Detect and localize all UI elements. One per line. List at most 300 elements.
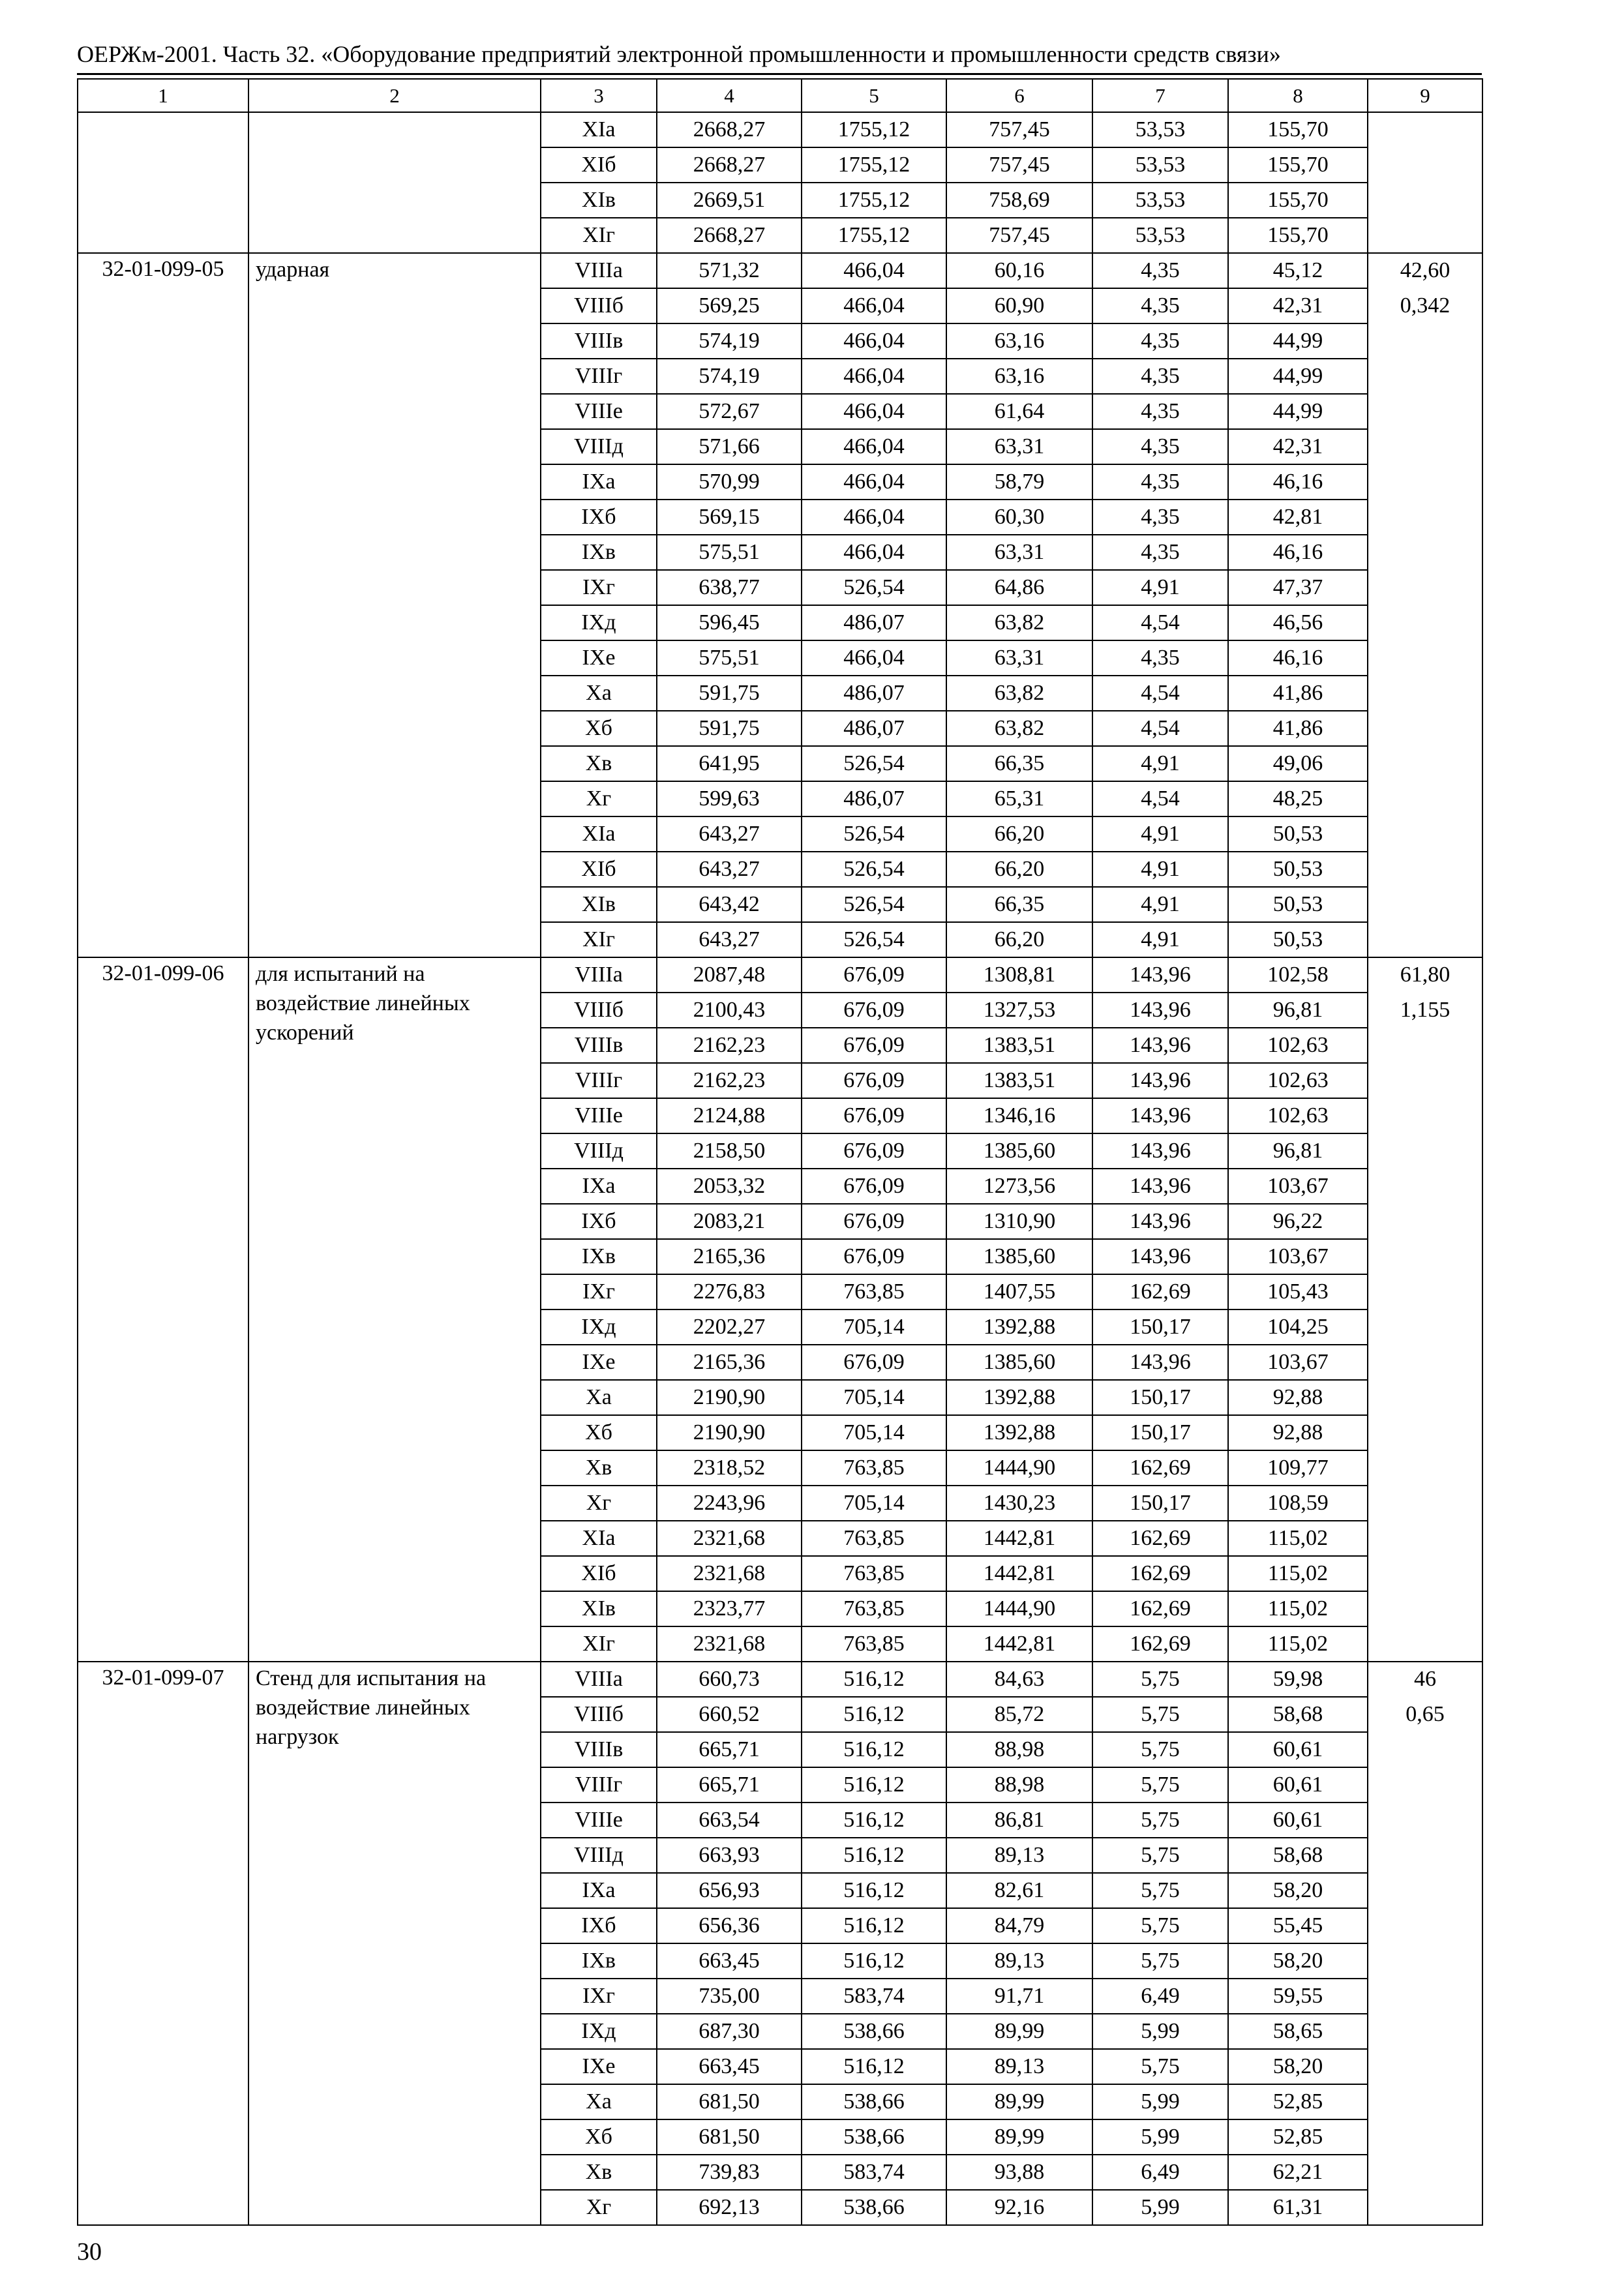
machine-wage-cell: 4,35 xyxy=(1092,253,1228,288)
zone-cell: Xа xyxy=(541,676,657,711)
code-cell xyxy=(78,112,248,253)
total-cost-cell: 656,36 xyxy=(657,1908,802,1943)
zone-cell: VIIIд xyxy=(541,1838,657,1873)
column-number-cell: 7 xyxy=(1092,79,1228,112)
mass-cell xyxy=(1368,253,1482,957)
machine-cell: 1407,55 xyxy=(946,1274,1092,1309)
wage-cell: 705,14 xyxy=(802,1309,946,1345)
machine-cell: 89,99 xyxy=(946,2014,1092,2049)
machine-cell: 84,63 xyxy=(946,1662,1092,1697)
machine-wage-cell: 143,96 xyxy=(1092,1239,1228,1274)
zone-cell: XIа xyxy=(541,816,657,852)
machine-cell: 63,31 xyxy=(946,429,1092,464)
machine-cell: 89,99 xyxy=(946,2119,1092,2155)
total-cost-cell: 591,75 xyxy=(657,676,802,711)
mass-cell xyxy=(1368,957,1482,1662)
materials-cell: 46,16 xyxy=(1228,464,1368,500)
machine-cell: 64,86 xyxy=(946,570,1092,605)
zone-cell: IXа xyxy=(541,464,657,500)
machine-cell: 1383,51 xyxy=(946,1063,1092,1098)
zone-cell: Xб xyxy=(541,1415,657,1450)
machine-wage-cell: 143,96 xyxy=(1092,993,1228,1028)
zone-cell: Xг xyxy=(541,1486,657,1521)
zone-cell: IXв xyxy=(541,1239,657,1274)
total-cost-cell: 591,75 xyxy=(657,711,802,746)
table-body xyxy=(78,79,1482,2225)
zone-cell: VIIIе xyxy=(541,394,657,429)
wage-cell: 526,54 xyxy=(802,746,946,781)
zone-cell: VIIIв xyxy=(541,323,657,359)
materials-cell: 41,86 xyxy=(1228,711,1368,746)
machine-wage-cell: 4,54 xyxy=(1092,781,1228,816)
machine-wage-cell: 162,69 xyxy=(1092,1450,1228,1486)
machine-wage-cell: 5,99 xyxy=(1092,2119,1228,2155)
zone-cell: IXе xyxy=(541,2049,657,2084)
mass-value: 0,342 xyxy=(1400,293,1451,318)
wage-cell: 486,07 xyxy=(802,781,946,816)
total-cost-cell: 570,99 xyxy=(657,464,802,500)
machine-wage-cell: 162,69 xyxy=(1092,1521,1228,1556)
materials-cell: 52,85 xyxy=(1228,2084,1368,2119)
machine-cell: 66,20 xyxy=(946,922,1092,957)
total-cost-cell: 2190,90 xyxy=(657,1415,802,1450)
machine-cell: 89,13 xyxy=(946,2049,1092,2084)
materials-cell: 92,88 xyxy=(1228,1415,1368,1450)
wage-cell: 1755,12 xyxy=(802,218,946,253)
mass-value: 0,65 xyxy=(1406,1702,1445,1726)
machine-cell: 1385,60 xyxy=(946,1345,1092,1380)
zone-cell: IXг xyxy=(541,1979,657,2014)
zone-cell: IXг xyxy=(541,1274,657,1309)
zone-cell: VIIIв xyxy=(541,1732,657,1767)
name-cell xyxy=(248,112,541,253)
zone-cell: VIIIе xyxy=(541,1098,657,1133)
wage-cell: 526,54 xyxy=(802,852,946,887)
column-number-cell: 3 xyxy=(541,79,657,112)
machine-cell: 63,82 xyxy=(946,676,1092,711)
materials-cell: 58,68 xyxy=(1228,1697,1368,1732)
materials-cell: 115,02 xyxy=(1228,1626,1368,1662)
wage-cell: 526,54 xyxy=(802,922,946,957)
total-cost-cell: 2202,27 xyxy=(657,1309,802,1345)
machine-cell: 1385,60 xyxy=(946,1133,1092,1169)
materials-cell: 155,70 xyxy=(1228,147,1368,183)
materials-cell: 60,61 xyxy=(1228,1767,1368,1803)
wage-cell: 676,09 xyxy=(802,1169,946,1204)
zone-cell: VIIIг xyxy=(541,359,657,394)
machine-wage-cell: 4,35 xyxy=(1092,464,1228,500)
wage-cell: 583,74 xyxy=(802,1979,946,2014)
materials-cell: 59,98 xyxy=(1228,1662,1368,1697)
machine-wage-cell: 4,91 xyxy=(1092,852,1228,887)
wage-cell: 516,12 xyxy=(802,1697,946,1732)
machine-wage-cell: 143,96 xyxy=(1092,1028,1228,1063)
machine-wage-cell: 4,54 xyxy=(1092,711,1228,746)
materials-cell: 155,70 xyxy=(1228,218,1368,253)
materials-cell: 58,68 xyxy=(1228,1838,1368,1873)
materials-cell: 104,25 xyxy=(1228,1309,1368,1345)
machine-cell: 88,98 xyxy=(946,1767,1092,1803)
machine-cell: 66,35 xyxy=(946,887,1092,922)
wage-cell: 763,85 xyxy=(802,1521,946,1556)
column-number-cell: 6 xyxy=(946,79,1092,112)
wage-cell: 705,14 xyxy=(802,1486,946,1521)
total-cost-cell: 643,27 xyxy=(657,922,802,957)
machine-cell: 1327,53 xyxy=(946,993,1092,1028)
machine-cell: 757,45 xyxy=(946,147,1092,183)
wage-cell: 705,14 xyxy=(802,1380,946,1415)
total-cost-cell: 2243,96 xyxy=(657,1486,802,1521)
machine-wage-cell: 143,96 xyxy=(1092,1204,1228,1239)
wage-cell: 516,12 xyxy=(802,1838,946,1873)
machine-wage-cell: 143,96 xyxy=(1092,1345,1228,1380)
wage-cell: 466,04 xyxy=(802,253,946,288)
machine-cell: 61,64 xyxy=(946,394,1092,429)
wage-cell: 516,12 xyxy=(802,1767,946,1803)
zone-cell: IXг xyxy=(541,570,657,605)
mass-value: 46 xyxy=(1414,1667,1436,1691)
total-cost-cell: 687,30 xyxy=(657,2014,802,2049)
materials-cell: 155,70 xyxy=(1228,112,1368,147)
wage-cell: 763,85 xyxy=(802,1556,946,1591)
total-cost-cell: 2162,23 xyxy=(657,1063,802,1098)
machine-cell: 63,16 xyxy=(946,323,1092,359)
machine-cell: 66,20 xyxy=(946,852,1092,887)
zone-cell: IXе xyxy=(541,1345,657,1380)
total-cost-cell: 574,19 xyxy=(657,359,802,394)
zone-cell: VIIIб xyxy=(541,1697,657,1732)
total-cost-cell: 665,71 xyxy=(657,1732,802,1767)
machine-cell: 89,13 xyxy=(946,1943,1092,1979)
zone-cell: VIIIд xyxy=(541,429,657,464)
code-cell: 32-01-099-06 xyxy=(78,957,248,1662)
total-cost-cell: 2323,77 xyxy=(657,1591,802,1626)
total-cost-cell: 665,71 xyxy=(657,1767,802,1803)
machine-cell: 1310,90 xyxy=(946,1204,1092,1239)
machine-cell: 1442,81 xyxy=(946,1626,1092,1662)
mass-cell xyxy=(1368,112,1482,253)
materials-cell: 42,31 xyxy=(1228,429,1368,464)
wage-cell: 676,09 xyxy=(802,1133,946,1169)
machine-cell: 85,72 xyxy=(946,1697,1092,1732)
machine-wage-cell: 150,17 xyxy=(1092,1309,1228,1345)
column-number-cell: 5 xyxy=(802,79,946,112)
total-cost-cell: 571,66 xyxy=(657,429,802,464)
total-cost-cell: 596,45 xyxy=(657,605,802,640)
zone-cell: Xа xyxy=(541,2084,657,2119)
machine-cell: 758,69 xyxy=(946,183,1092,218)
machine-wage-cell: 143,96 xyxy=(1092,1063,1228,1098)
machine-cell: 88,98 xyxy=(946,1732,1092,1767)
machine-wage-cell: 4,35 xyxy=(1092,359,1228,394)
materials-cell: 49,06 xyxy=(1228,746,1368,781)
machine-cell: 1444,90 xyxy=(946,1450,1092,1486)
total-cost-cell: 574,19 xyxy=(657,323,802,359)
table-row xyxy=(78,253,1482,288)
total-cost-cell: 692,13 xyxy=(657,2190,802,2225)
zone-cell: XIг xyxy=(541,1626,657,1662)
zone-cell: VIIIв xyxy=(541,1028,657,1063)
machine-wage-cell: 143,96 xyxy=(1092,957,1228,993)
machine-wage-cell: 6,49 xyxy=(1092,2155,1228,2190)
rates-table xyxy=(77,78,1483,2226)
machine-cell: 1444,90 xyxy=(946,1591,1092,1626)
machine-wage-cell: 5,75 xyxy=(1092,1662,1228,1697)
zone-cell: VIIIб xyxy=(541,288,657,323)
materials-cell: 60,61 xyxy=(1228,1803,1368,1838)
materials-cell: 115,02 xyxy=(1228,1591,1368,1626)
total-cost-cell: 643,42 xyxy=(657,887,802,922)
total-cost-cell: 575,51 xyxy=(657,535,802,570)
name-cell: ударная xyxy=(248,253,541,957)
wage-cell: 526,54 xyxy=(802,816,946,852)
machine-wage-cell: 143,96 xyxy=(1092,1169,1228,1204)
machine-wage-cell: 4,91 xyxy=(1092,887,1228,922)
zone-cell: XIа xyxy=(541,1521,657,1556)
zone-cell: Xб xyxy=(541,2119,657,2155)
materials-cell: 58,20 xyxy=(1228,1873,1368,1908)
zone-cell: XIв xyxy=(541,183,657,218)
wage-cell: 1755,12 xyxy=(802,112,946,147)
machine-cell: 58,79 xyxy=(946,464,1092,500)
zone-cell: IXд xyxy=(541,1309,657,1345)
zone-cell: XIб xyxy=(541,1556,657,1591)
total-cost-cell: 739,83 xyxy=(657,2155,802,2190)
machine-wage-cell: 150,17 xyxy=(1092,1486,1228,1521)
machine-wage-cell: 5,75 xyxy=(1092,1908,1228,1943)
total-cost-cell: 2083,21 xyxy=(657,1204,802,1239)
zone-cell: VIIIа xyxy=(541,957,657,993)
wage-cell: 466,04 xyxy=(802,359,946,394)
materials-cell: 92,88 xyxy=(1228,1380,1368,1415)
column-number-cell: 4 xyxy=(657,79,802,112)
machine-wage-cell: 5,75 xyxy=(1092,1732,1228,1767)
total-cost-cell: 2668,27 xyxy=(657,112,802,147)
zone-cell: Xа xyxy=(541,1380,657,1415)
zone-cell: XIг xyxy=(541,922,657,957)
zone-cell: IXв xyxy=(541,1943,657,1979)
materials-cell: 155,70 xyxy=(1228,183,1368,218)
wage-cell: 676,09 xyxy=(802,1239,946,1274)
machine-wage-cell: 4,35 xyxy=(1092,429,1228,464)
total-cost-cell: 2321,68 xyxy=(657,1521,802,1556)
machine-cell: 66,35 xyxy=(946,746,1092,781)
machine-cell: 1392,88 xyxy=(946,1415,1092,1450)
materials-cell: 61,31 xyxy=(1228,2190,1368,2225)
wage-cell: 676,09 xyxy=(802,1028,946,1063)
materials-cell: 47,37 xyxy=(1228,570,1368,605)
total-cost-cell: 2100,43 xyxy=(657,993,802,1028)
machine-cell: 1383,51 xyxy=(946,1028,1092,1063)
total-cost-cell: 660,73 xyxy=(657,1662,802,1697)
total-cost-cell: 572,67 xyxy=(657,394,802,429)
machine-cell: 1308,81 xyxy=(946,957,1092,993)
materials-cell: 62,21 xyxy=(1228,2155,1368,2190)
table-row xyxy=(78,957,1482,993)
machine-cell: 1392,88 xyxy=(946,1309,1092,1345)
machine-cell: 1273,56 xyxy=(946,1169,1092,1204)
zone-cell: IXб xyxy=(541,1908,657,1943)
machine-wage-cell: 5,99 xyxy=(1092,2014,1228,2049)
wage-cell: 466,04 xyxy=(802,323,946,359)
machine-wage-cell: 53,53 xyxy=(1092,183,1228,218)
machine-wage-cell: 162,69 xyxy=(1092,1626,1228,1662)
machine-wage-cell: 53,53 xyxy=(1092,218,1228,253)
machine-wage-cell: 4,35 xyxy=(1092,323,1228,359)
zone-cell: Xб xyxy=(541,711,657,746)
wage-cell: 516,12 xyxy=(802,1803,946,1838)
machine-wage-cell: 150,17 xyxy=(1092,1415,1228,1450)
materials-cell: 58,20 xyxy=(1228,1943,1368,1979)
page-number: 30 xyxy=(77,2238,102,2266)
machine-cell: 92,16 xyxy=(946,2190,1092,2225)
wage-cell: 526,54 xyxy=(802,570,946,605)
zone-cell: Xг xyxy=(541,2190,657,2225)
machine-cell: 1442,81 xyxy=(946,1556,1092,1591)
machine-wage-cell: 5,75 xyxy=(1092,1803,1228,1838)
table-row xyxy=(78,1662,1482,1697)
wage-cell: 705,14 xyxy=(802,1415,946,1450)
machine-wage-cell: 4,91 xyxy=(1092,816,1228,852)
zone-cell: Xв xyxy=(541,746,657,781)
column-number-cell: 9 xyxy=(1368,79,1482,112)
materials-cell: 46,16 xyxy=(1228,535,1368,570)
machine-wage-cell: 4,35 xyxy=(1092,535,1228,570)
total-cost-cell: 569,25 xyxy=(657,288,802,323)
materials-cell: 58,65 xyxy=(1228,2014,1368,2049)
materials-cell: 48,25 xyxy=(1228,781,1368,816)
total-cost-cell: 681,50 xyxy=(657,2119,802,2155)
machine-wage-cell: 143,96 xyxy=(1092,1098,1228,1133)
total-cost-cell: 663,45 xyxy=(657,1943,802,1979)
zone-cell: Xв xyxy=(541,2155,657,2190)
materials-cell: 103,67 xyxy=(1228,1239,1368,1274)
total-cost-cell: 2190,90 xyxy=(657,1380,802,1415)
total-cost-cell: 663,45 xyxy=(657,2049,802,2084)
wage-cell: 763,85 xyxy=(802,1591,946,1626)
zone-cell: IXе xyxy=(541,640,657,676)
materials-cell: 45,12 xyxy=(1228,253,1368,288)
materials-cell: 115,02 xyxy=(1228,1521,1368,1556)
machine-wage-cell: 5,75 xyxy=(1092,1873,1228,1908)
wage-cell: 676,09 xyxy=(802,1345,946,1380)
zone-cell: IXв xyxy=(541,535,657,570)
materials-cell: 58,20 xyxy=(1228,2049,1368,2084)
machine-wage-cell: 4,91 xyxy=(1092,570,1228,605)
machine-wage-cell: 5,75 xyxy=(1092,1697,1228,1732)
mass-value: 61,80 xyxy=(1400,963,1451,987)
column-number-cell: 1 xyxy=(78,79,248,112)
zone-cell: Xв xyxy=(541,1450,657,1486)
machine-wage-cell: 150,17 xyxy=(1092,1380,1228,1415)
machine-cell: 63,82 xyxy=(946,711,1092,746)
materials-cell: 59,55 xyxy=(1228,1979,1368,2014)
page-header: ОЕРЖм-2001. Часть 32. «Оборудование предприятий электронной промышленности и промышленности средств связи» xyxy=(77,41,1281,67)
zone-cell: XIв xyxy=(541,887,657,922)
total-cost-cell: 643,27 xyxy=(657,816,802,852)
materials-cell: 50,53 xyxy=(1228,887,1368,922)
wage-cell: 516,12 xyxy=(802,1943,946,1979)
machine-cell: 66,20 xyxy=(946,816,1092,852)
materials-cell: 103,67 xyxy=(1228,1169,1368,1204)
materials-cell: 96,22 xyxy=(1228,1204,1368,1239)
machine-cell: 1392,88 xyxy=(946,1380,1092,1415)
wage-cell: 516,12 xyxy=(802,1662,946,1697)
materials-cell: 44,99 xyxy=(1228,323,1368,359)
wage-cell: 516,12 xyxy=(802,1873,946,1908)
machine-wage-cell: 4,91 xyxy=(1092,922,1228,957)
zone-cell: IXа xyxy=(541,1169,657,1204)
wage-cell: 516,12 xyxy=(802,1732,946,1767)
name-cell: Стенд для испытания на воздействие линейных нагрузок xyxy=(248,1662,541,2225)
materials-cell: 42,31 xyxy=(1228,288,1368,323)
machine-wage-cell: 162,69 xyxy=(1092,1274,1228,1309)
machine-wage-cell: 53,53 xyxy=(1092,147,1228,183)
materials-cell: 50,53 xyxy=(1228,816,1368,852)
total-cost-cell: 2162,23 xyxy=(657,1028,802,1063)
machine-cell: 82,61 xyxy=(946,1873,1092,1908)
wage-cell: 676,09 xyxy=(802,1098,946,1133)
wage-cell: 486,07 xyxy=(802,711,946,746)
materials-cell: 44,99 xyxy=(1228,394,1368,429)
machine-wage-cell: 4,35 xyxy=(1092,640,1228,676)
wage-cell: 538,66 xyxy=(802,2084,946,2119)
materials-cell: 96,81 xyxy=(1228,993,1368,1028)
machine-wage-cell: 5,75 xyxy=(1092,2049,1228,2084)
zone-cell: IXд xyxy=(541,605,657,640)
machine-cell: 65,31 xyxy=(946,781,1092,816)
zone-cell: XIг xyxy=(541,218,657,253)
column-number-row xyxy=(78,79,1482,112)
machine-wage-cell: 143,96 xyxy=(1092,1133,1228,1169)
materials-cell: 115,02 xyxy=(1228,1556,1368,1591)
zone-cell: IXа xyxy=(541,1873,657,1908)
total-cost-cell: 2668,27 xyxy=(657,218,802,253)
materials-cell: 109,77 xyxy=(1228,1450,1368,1486)
wage-cell: 538,66 xyxy=(802,2190,946,2225)
total-cost-cell: 2053,32 xyxy=(657,1169,802,1204)
materials-cell: 102,58 xyxy=(1228,957,1368,993)
machine-cell: 63,31 xyxy=(946,535,1092,570)
machine-wage-cell: 162,69 xyxy=(1092,1556,1228,1591)
materials-cell: 102,63 xyxy=(1228,1098,1368,1133)
zone-cell: IXд xyxy=(541,2014,657,2049)
machine-cell: 1346,16 xyxy=(946,1098,1092,1133)
zone-cell: XIб xyxy=(541,147,657,183)
total-cost-cell: 663,93 xyxy=(657,1838,802,1873)
machine-cell: 60,30 xyxy=(946,500,1092,535)
total-cost-cell: 638,77 xyxy=(657,570,802,605)
wage-cell: 466,04 xyxy=(802,288,946,323)
wage-cell: 516,12 xyxy=(802,2049,946,2084)
machine-wage-cell: 4,35 xyxy=(1092,394,1228,429)
zone-cell: XIв xyxy=(541,1591,657,1626)
total-cost-cell: 681,50 xyxy=(657,2084,802,2119)
wage-cell: 763,85 xyxy=(802,1274,946,1309)
total-cost-cell: 735,00 xyxy=(657,1979,802,2014)
materials-cell: 50,53 xyxy=(1228,852,1368,887)
materials-cell: 46,16 xyxy=(1228,640,1368,676)
machine-wage-cell: 4,35 xyxy=(1092,500,1228,535)
name-cell: для испытаний на воздействие линейных ускорений xyxy=(248,957,541,1662)
mass-value: 42,60 xyxy=(1400,258,1451,282)
wage-cell: 466,04 xyxy=(802,464,946,500)
machine-cell: 86,81 xyxy=(946,1803,1092,1838)
materials-cell: 55,45 xyxy=(1228,1908,1368,1943)
total-cost-cell: 571,32 xyxy=(657,253,802,288)
mass-cell xyxy=(1368,1662,1482,2225)
wage-cell: 676,09 xyxy=(802,1204,946,1239)
